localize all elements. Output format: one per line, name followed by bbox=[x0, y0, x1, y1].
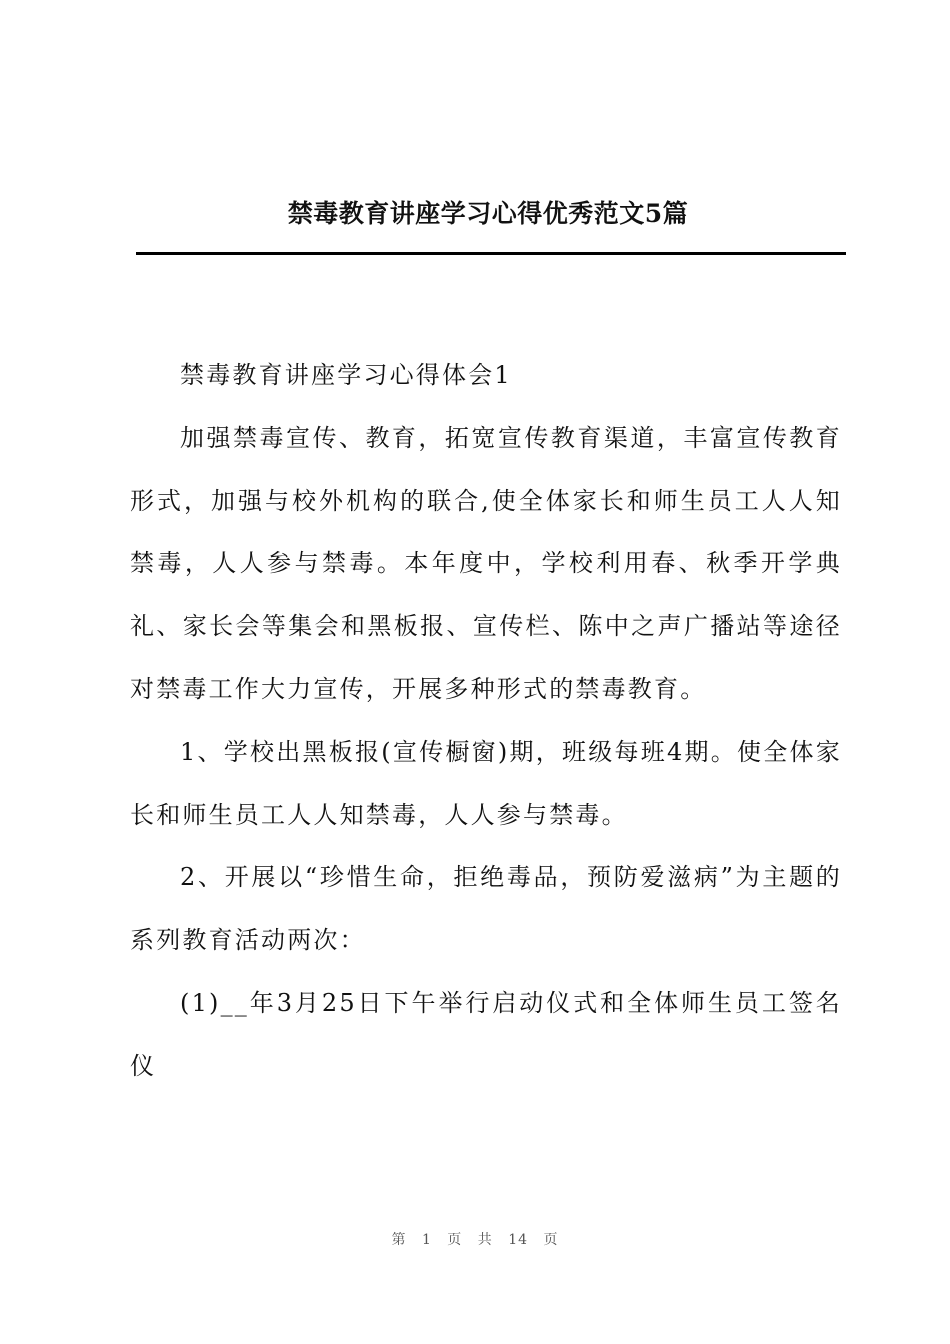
section-heading: 禁毒教育讲座学习心得体会1 bbox=[180, 361, 512, 389]
document-body bbox=[130, 344, 842, 1098]
title-divider bbox=[136, 252, 846, 255]
paragraph: 1、学校出黑板报(宣传橱窗)期，班级每班4期。使全体家长和师生员工人人知禁毒，人人参与禁毒。 bbox=[130, 737, 842, 829]
paragraph: 2、开展以“珍惜生命，拒绝毒品，预防爱滋病”为主题的系列教育活动两次： bbox=[130, 863, 842, 955]
page-number-footer: 第 1 页 共 14 页 bbox=[391, 1232, 559, 1248]
document-title: 禁毒教育讲座学习心得优秀范文5篇 bbox=[287, 199, 689, 228]
paragraph: 加强禁毒宣传、教育，拓宽宣传教育渠道，丰富宣传教育形式，加强与校外机构的联合,使全体家长和师生员工人人知禁毒，人人参与禁毒。本年度中，学校利用春、秋季开学典礼、家长会等集会和黑板报、宣传栏、陈中之声广播站等途径对禁毒工作大力宣传，开展多种形式的禁毒教育。 bbox=[130, 423, 842, 703]
paragraph: (1)__年3月25日下午举行启动仪式和全体师生员工签名仪 bbox=[130, 988, 842, 1080]
